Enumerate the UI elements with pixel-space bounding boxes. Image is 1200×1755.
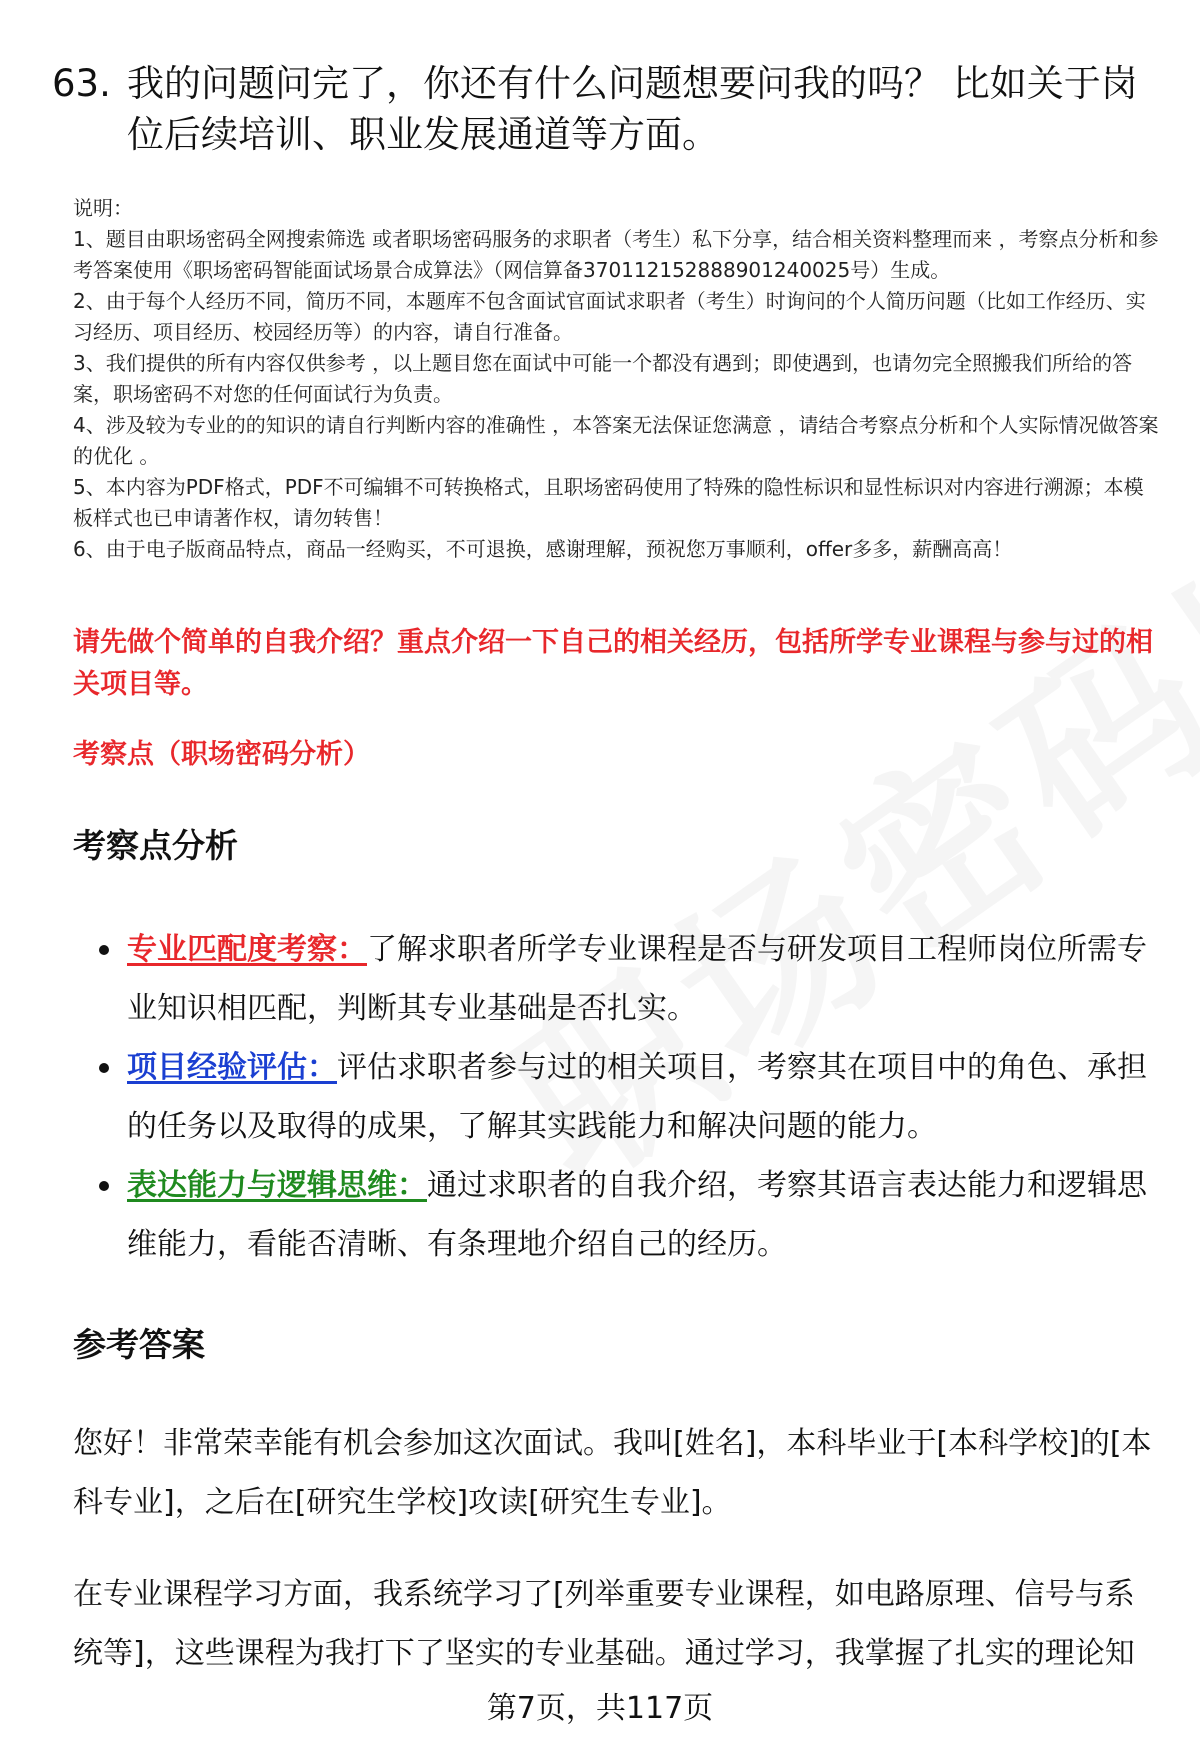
point-label: 项目经验评估： — [127, 1050, 337, 1085]
interview-question: 请先做个简单的自我介绍？重点介绍一下自己的相关经历，包括所学专业课程与参与过的相关项目等。 — [73, 627, 1153, 700]
point-label: 表达能力与逻辑思维： — [127, 1168, 427, 1203]
note-item: 2、由于每个人经历不同，简历不同，本题库不包含面试官面试求职者（考生）时询问的个人简历问题（比如工作经历、实习经历、项目经历、校园经历等）的内容，请自行准备。 — [73, 289, 1146, 344]
point-text: 通过求职者的自我介绍，考察其语言表达能力和逻辑思维能力，看能否清晰、有条理地介绍自己的经历。 — [127, 1168, 1147, 1262]
bullet-icon — [99, 945, 109, 955]
point-text: 了解求职者所学专业课程是否与研发项目工程师岗位所需专业知识相匹配，判断其专业基础是否扎实。 — [127, 932, 1147, 1026]
disclaimer-notes — [73, 193, 1163, 565]
analysis-points — [95, 920, 1155, 1274]
note-item: 5、本内容为PDF格式，PDF不可编辑不可转换格式，且职场密码使用了特殊的隐性标识和显性标识对内容进行溯源；本模板样式也已申请著作权，请勿转售！ — [73, 475, 1144, 530]
analysis-heading: 考察点分析 — [73, 826, 238, 865]
kaochadian-label: 考察点（职场密码分析） — [73, 739, 370, 770]
analysis-point — [95, 1038, 1155, 1156]
notes-heading: 说明： — [73, 196, 133, 220]
point-text: 评估求职者参与过的相关项目，考察其在项目中的角色、承担的任务以及取得的成果，了解其实践能力和解决问题的能力。 — [127, 1050, 1147, 1144]
note-item: 1、题目由职场密码全网搜索筛选 或者职场密码服务的求职者（考生）私下分享，结合相关资料整理而来 ，考察点分析和参考答案使用《职场密码智能面试场景合成算法》（网信算备370112152888901240025号）生成。 — [73, 227, 1159, 282]
bullet-icon — [99, 1063, 109, 1073]
question-number: 63. — [52, 62, 111, 105]
answer-paragraph: 您好！非常荣幸能有机会参加这次面试。我叫[姓名]，本科毕业于[本科学校]的[本科专业]，之后在[研究生学校]攻读[研究生专业]。 — [73, 1426, 1152, 1520]
analysis-point — [95, 1156, 1155, 1274]
question-text: 我的问题问完了，你还有什么问题想要问我的吗？ 比如关于岗位后续培训、职业发展通道等方面。 — [127, 62, 1138, 156]
bullet-icon — [99, 1181, 109, 1191]
page-footer: 第7页，共117页 — [0, 1687, 1200, 1731]
question-title — [52, 58, 1162, 160]
note-item: 6、由于电子版商品特点，商品一经购买，不可退换，感谢理解，预祝您万事顺利，offer多多，薪酬高高！ — [73, 537, 1013, 561]
answer-heading: 参考答案 — [73, 1325, 205, 1364]
analysis-point — [95, 920, 1155, 1038]
point-label: 专业匹配度考察： — [127, 932, 367, 967]
note-item: 3、我们提供的所有内容仅供参考 ，以上题目您在面试中可能一个都没有遇到；即使遇到，也请勿完全照搬我们所给的答案，职场密码不对您的任何面试行为负责。 — [73, 351, 1133, 406]
note-item: 4、涉及较为专业的的知识的请自行判断内容的准确性 ，本答案无法保证您满意 ，请结合考察点分析和个人实际情况做答案的优化 。 — [73, 413, 1159, 468]
answer-paragraph: 在专业课程学习方面，我系统学习了[列举重要专业课程，如电路原理、信号与系统等]，这些课程为我打下了坚实的专业基础。通过学习，我掌握了扎实的理论知 — [73, 1577, 1135, 1671]
